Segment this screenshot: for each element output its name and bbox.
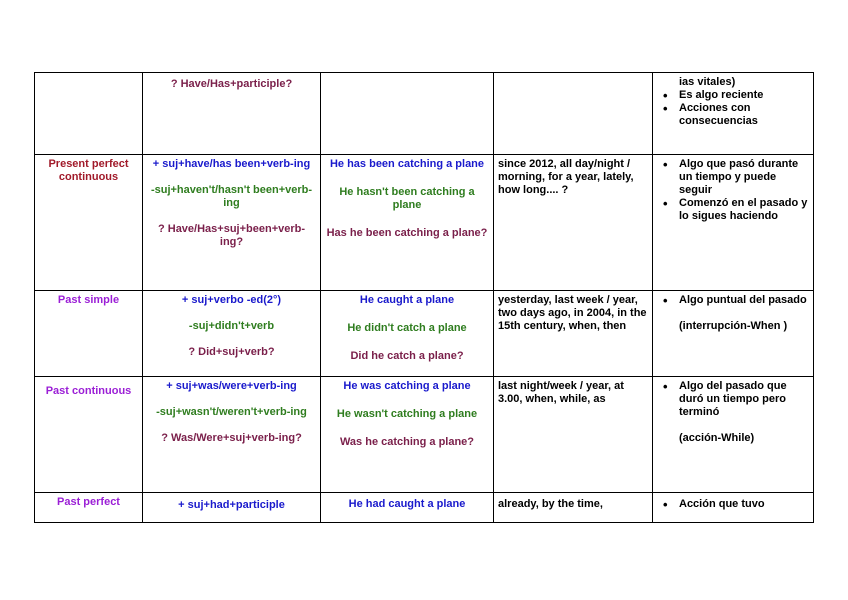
tense-name: Past continuous	[35, 377, 143, 493]
example-question: Was he catching a plane?	[339, 436, 475, 448]
uses-continuation: ias vitales)	[679, 76, 736, 88]
structure-negative: -suj+wasn't/weren't+verb-ing	[156, 406, 307, 418]
use-item: • Acción que tuvo	[679, 498, 809, 511]
table-row	[35, 493, 814, 523]
structure-question: ? Have/Has+suj+been+verb-ing?	[157, 223, 306, 248]
uses-cell	[653, 377, 814, 493]
structure-affirmative: + suj+have/has been+verb-ing	[152, 158, 311, 170]
structure-question: ? Have/Has+participle?	[170, 78, 293, 90]
structure-question: ? Did+suj+verb?	[188, 346, 275, 358]
structure-cell	[143, 73, 321, 155]
example-negative: He hasn't been catching a plane	[339, 186, 475, 211]
examples-cell	[321, 493, 494, 523]
structure-affirmative: + suj+was/were+verb-ing	[166, 380, 297, 392]
example-question: Did he catch a plane?	[350, 350, 464, 362]
example-negative: He didn't catch a plane	[347, 322, 467, 334]
tense-name: Past simple	[35, 291, 143, 377]
structure-negative: -suj+didn't+verb	[188, 320, 275, 332]
use-item: • Algo que pasó durante un tiempo y puede seguir	[679, 158, 809, 197]
use-item: • Algo del pasado que duró un tiempo pero terminó	[679, 380, 809, 419]
structure-question: ? Was/Were+suj+verb-ing?	[161, 432, 302, 444]
table-row	[35, 155, 814, 291]
use-item: • Acciones con consecuencias	[679, 102, 809, 128]
time-expressions: already, by the time,	[494, 493, 653, 523]
time-expressions: yesterday, last week / year, two days ago, in 2004, in the 15th century, when, then	[494, 291, 653, 377]
tense-name: Present perfect continuous	[35, 155, 143, 291]
time-expressions: last night/week / year, at 3.00, when, while, as	[494, 377, 653, 493]
structure-cell	[143, 493, 321, 523]
structure-affirmative: + suj+verbo -ed(2°)	[181, 294, 282, 306]
uses-cell	[653, 73, 814, 155]
use-note: (acción-While)	[679, 432, 755, 444]
examples-cell	[321, 155, 494, 291]
example-question: Has he been catching a plane?	[326, 227, 488, 239]
uses-cell	[653, 155, 814, 291]
use-note: (interrupción-When )	[679, 320, 788, 332]
use-item: • Es algo reciente	[679, 89, 809, 102]
use-item: • Comenzó en el pasado y lo sigues haciendo	[679, 197, 809, 223]
use-item: • Algo puntual del pasado	[679, 294, 809, 307]
uses-cell	[653, 493, 814, 523]
table-row	[35, 377, 814, 493]
structure-negative: -suj+haven't/hasn't been+verb-ing	[150, 184, 313, 209]
examples-cell	[321, 291, 494, 377]
table-row	[35, 291, 814, 377]
structure-cell	[143, 377, 321, 493]
structure-cell	[143, 291, 321, 377]
tense-cell	[35, 73, 143, 155]
example-affirmative: He had caught a plane	[348, 498, 466, 510]
example-affirmative: He caught a plane	[359, 294, 455, 306]
example-negative: He wasn't catching a plane	[336, 408, 478, 420]
examples-cell	[321, 377, 494, 493]
time-expressions: since 2012, all day/night / morning, for a year, lately, how long.... ?	[494, 155, 653, 291]
table-row	[35, 73, 814, 155]
grammar-table	[34, 72, 814, 523]
structure-cell	[143, 155, 321, 291]
structure-affirmative: + suj+had+participle	[178, 499, 285, 511]
examples-cell	[321, 73, 494, 155]
uses-cell	[653, 291, 814, 377]
tense-name: Past perfect	[35, 493, 143, 523]
example-affirmative: He has been catching a plane	[329, 158, 485, 170]
time-expressions-cell	[494, 73, 653, 155]
example-affirmative: He was catching a plane	[343, 380, 471, 392]
